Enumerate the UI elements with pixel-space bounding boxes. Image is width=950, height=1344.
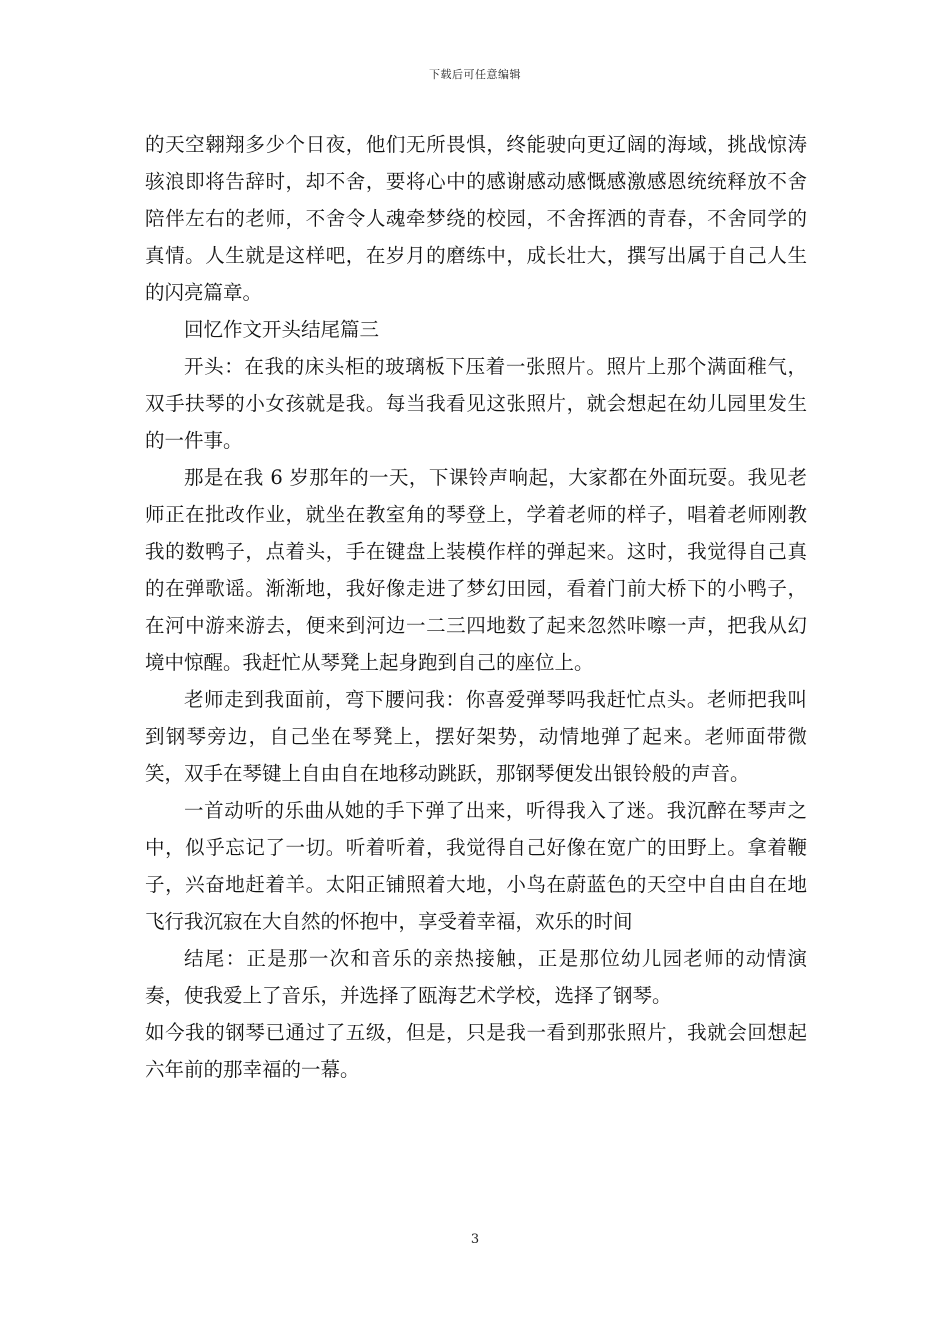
page-number: 3 bbox=[470, 1232, 480, 1247]
paragraph-continuation: 的天空翱翔多少个日夜，他们无所畏惧，终能驶向更辽阔的海域，挑战惊涛骇浪即将告辞时，却不舍，要将心中的感谢感动感慨感激感恩统统释放不舍陪伴左右的老师，不舍令人魂牵梦绕的校园，不舍挥洒的青春，不舍同学的真情。人生就是这样吧，在岁月的磨练中，成长壮大，撰写出属于自己人生的闪亮篇章。 bbox=[145, 133, 807, 304]
paragraph-story-3: 一首动听的乐曲从她的手下弹了出来，听得我入了迷。我沉醉在琴声之中，似乎忘记了一切。听着听着，我觉得自己好像在宽广的田野上。拿着鞭子，兴奋地赶着羊。太阳正铺照着大地，小鸟在蔚蓝色的天空中自由自在地飞行我沉寂在大自然的怀抱中，享受着幸福，欢乐的时间 bbox=[145, 799, 807, 933]
paragraph-ending: 结尾：正是那一次和音乐的亲热接触，正是那位幼儿园老师的动情演奏，使我爱上了音乐，并选择了瓯海艺术学校，选择了钢琴。 bbox=[145, 947, 807, 1007]
paragraph-final: 如今我的钢琴已通过了五级，但是，只是我一看到那张照片，我就会回想起六年前的那幸福的一幕。 bbox=[145, 1021, 807, 1081]
section-heading: 回忆作文开头结尾篇三 bbox=[184, 318, 380, 341]
document-body bbox=[145, 126, 807, 1088]
paragraph-opening: 开头：在我的床头柜的玻璃板下压着一张照片。照片上那个满面稚气，双手扶琴的小女孩就是我。每当我看见这张照片，就会想起在幼儿园里发生的一件事。 bbox=[145, 355, 807, 452]
paragraph-story-1: 那是在我 6 岁那年的一天，下课铃声响起，大家都在外面玩耍。我见老师正在批改作业，就坐在教室角的琴登上，学着老师的样子，唱着老师刚教我的数鸭子，点着头，手在键盘上装模作样的弹起来。这时，我觉得自己真的在弹歌谣。渐渐地，我好像走进了梦幻田园，看着门前大桥下的小鸭子，在河中游来游去，便来到河边一二三四地数了起来忽然咔嚓一声，把我从幻境中惊醒。我赶忙从琴凳上起身跑到自己的座位上。 bbox=[145, 466, 807, 674]
page-header: 下载后可任意编辑 bbox=[429, 68, 521, 81]
paragraph-story-2: 老师走到我面前，弯下腰问我：你喜爱弹琴吗我赶忙点头。老师把我叫到钢琴旁边，自己坐在琴凳上，摆好架势，动情地弹了起来。老师面带微笑，双手在琴键上自由自在地移动跳跃，那钢琴便发出银铃般的声音。 bbox=[145, 688, 807, 785]
